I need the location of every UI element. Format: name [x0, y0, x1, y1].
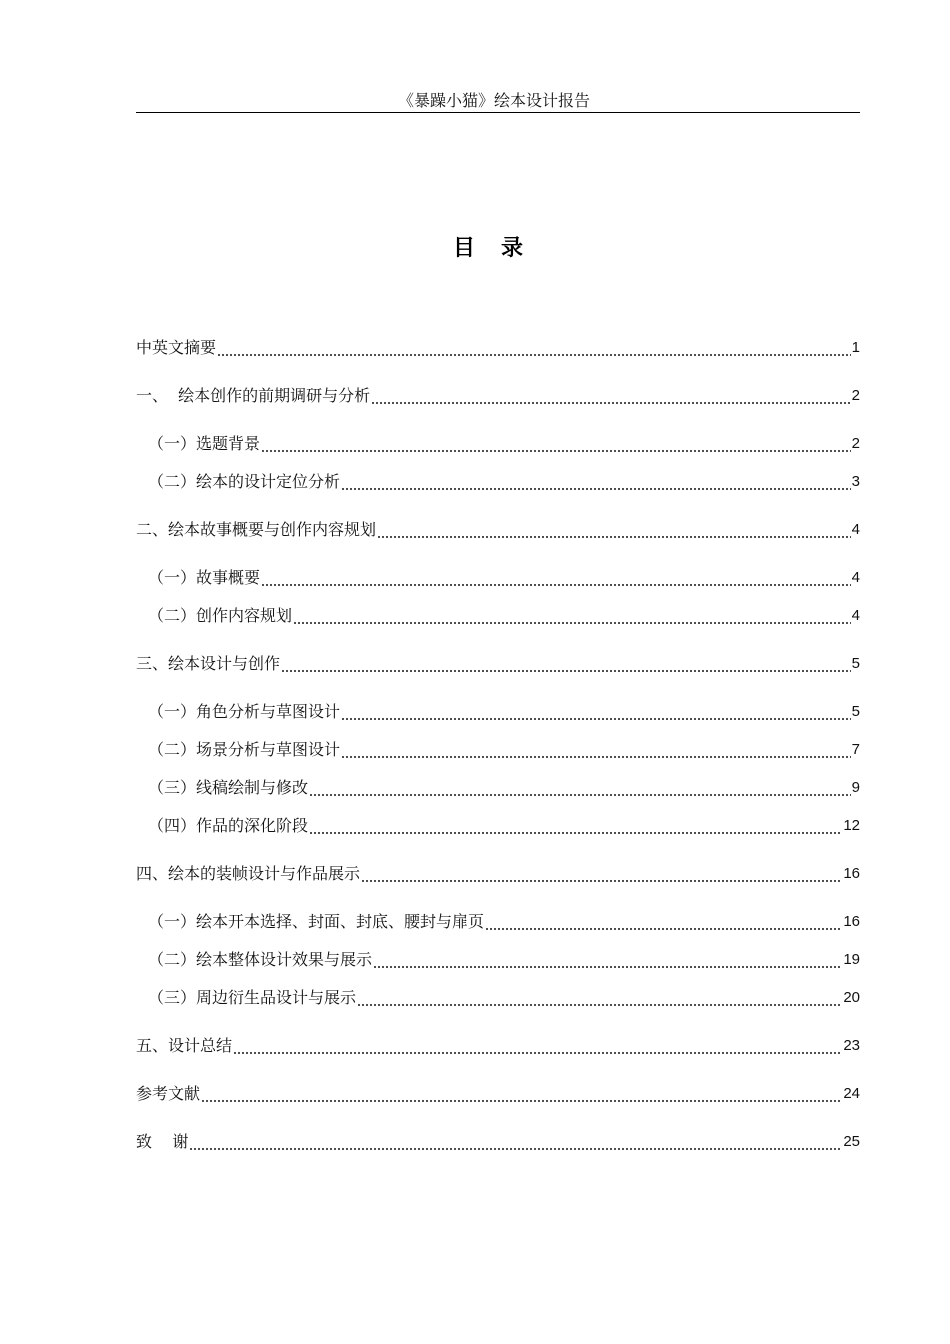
toc-subentries	[136, 700, 860, 862]
toc-page-number: 25	[843, 1133, 860, 1150]
toc-subentry[interactable]	[136, 776, 860, 814]
toc-subentry[interactable]	[136, 432, 860, 470]
toc-subentry[interactable]	[136, 814, 860, 852]
toc-subentry[interactable]	[136, 700, 860, 738]
dot-leader	[293, 604, 851, 628]
toc-subentry[interactable]	[136, 470, 860, 508]
toc-entry[interactable]	[136, 1130, 860, 1178]
dot-leader	[201, 1082, 842, 1106]
dot-leader	[233, 1034, 842, 1058]
toc-entry[interactable]	[136, 336, 860, 384]
table-of-contents	[136, 336, 860, 1178]
toc-entry[interactable]	[136, 862, 860, 910]
toc-subentry[interactable]	[136, 948, 860, 986]
toc-entry-label: （一）角色分析与草图设计	[148, 702, 341, 721]
dot-leader	[309, 776, 851, 800]
toc-entry-label: （二）绘本整体设计效果与展示	[148, 950, 373, 969]
dot-leader	[189, 1130, 842, 1154]
dot-leader	[261, 432, 851, 456]
toc-entry-label: 三、绘本设计与创作	[136, 654, 281, 673]
dot-leader	[341, 738, 851, 762]
toc-entry-label: （一）选题背景	[148, 434, 261, 453]
toc-page-number: 19	[843, 951, 860, 968]
toc-entry[interactable]	[136, 384, 860, 432]
toc-page-number: 5	[851, 655, 860, 672]
toc-subentries	[136, 910, 860, 1034]
dot-leader	[341, 470, 851, 494]
dot-leader	[341, 700, 851, 724]
toc-page-number: 4	[851, 569, 860, 586]
toc-subentry[interactable]	[136, 738, 860, 776]
toc-page-number: 23	[843, 1037, 860, 1054]
toc-page-number: 12	[843, 817, 860, 834]
toc-page-number: 7	[851, 741, 860, 758]
toc-page-number: 4	[851, 607, 860, 624]
toc-subentries	[136, 566, 860, 652]
toc-page-number: 3	[851, 473, 860, 490]
toc-subentry[interactable]	[136, 986, 860, 1024]
toc-entry-label: （二）绘本的设计定位分析	[148, 472, 341, 491]
toc-entry-label: 一、 绘本创作的前期调研与分析	[136, 386, 371, 405]
toc-title: 目录	[452, 236, 549, 261]
toc-page-number: 2	[851, 435, 860, 452]
dot-leader	[485, 910, 842, 934]
toc-entry[interactable]	[136, 652, 860, 700]
toc-page-number: 16	[843, 913, 860, 930]
toc-entry-label: （一）故事概要	[148, 568, 261, 587]
header-title: 《暴躁小猫》绘本设计报告	[398, 91, 591, 110]
toc-entry-label: 四、绘本的装帧设计与作品展示	[136, 864, 361, 883]
page-header	[136, 90, 860, 113]
toc-subentry[interactable]	[136, 910, 860, 948]
toc-entry-label: （三）线稿绘制与修改	[148, 778, 309, 797]
toc-subentry[interactable]	[136, 566, 860, 604]
toc-entry[interactable]	[136, 1082, 860, 1130]
dot-leader	[217, 336, 851, 360]
dot-leader	[281, 652, 851, 676]
dot-leader	[371, 384, 850, 408]
dot-leader	[309, 814, 842, 838]
toc-page-number: 4	[851, 521, 860, 538]
toc-entry-label: （二）场景分析与草图设计	[148, 740, 341, 759]
toc-entry-label: 二、绘本故事概要与创作内容规划	[136, 520, 377, 539]
toc-page-number: 5	[851, 703, 860, 720]
toc-entry-label: 致 谢	[136, 1132, 189, 1151]
toc-entry[interactable]	[136, 518, 860, 566]
dot-leader	[361, 862, 842, 886]
toc-entry-label: 中英文摘要	[136, 338, 217, 357]
toc-entry-label: 参考文献	[136, 1084, 201, 1103]
toc-subentry[interactable]	[136, 604, 860, 642]
toc-page-number: 2	[851, 387, 860, 404]
toc-entry-label: （三）周边衍生品设计与展示	[148, 988, 357, 1007]
toc-subentries	[136, 432, 860, 518]
dot-leader	[357, 986, 842, 1010]
toc-page-number: 1	[851, 339, 860, 356]
toc-entry-label: 五、设计总结	[136, 1036, 233, 1055]
dot-leader	[373, 948, 842, 972]
toc-page-number: 20	[843, 989, 860, 1006]
toc-entry-label: （二）创作内容规划	[148, 606, 293, 625]
toc-page-number: 9	[851, 779, 860, 796]
toc-entry-label: （一）绘本开本选择、封面、封底、腰封与扉页	[148, 912, 485, 931]
toc-entry[interactable]	[136, 1034, 860, 1082]
toc-entry-label: （四）作品的深化阶段	[148, 816, 309, 835]
dot-leader	[261, 566, 851, 590]
toc-page-number: 24	[843, 1085, 860, 1102]
toc-page-number: 16	[843, 865, 860, 882]
dot-leader	[377, 518, 851, 542]
